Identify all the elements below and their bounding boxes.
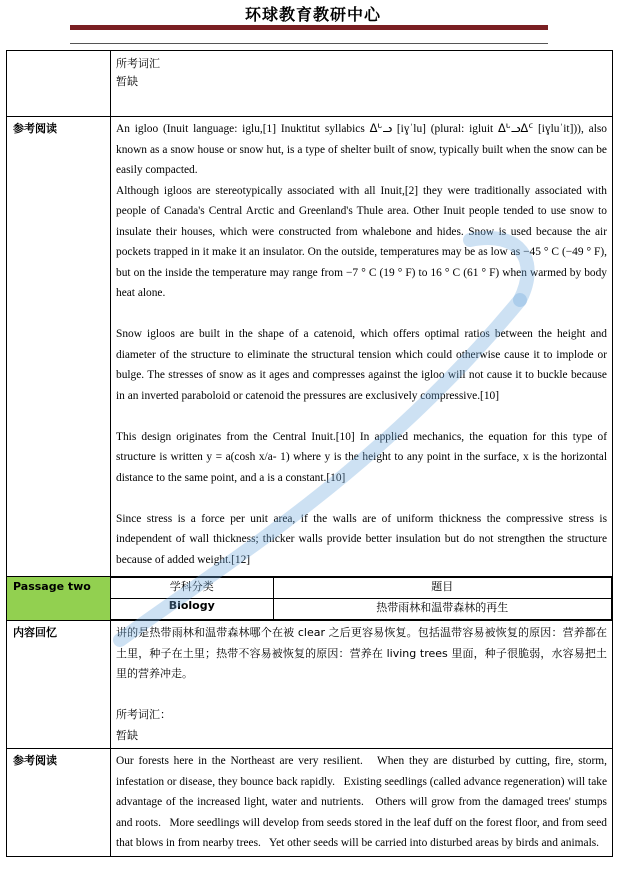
recall-vocab-label: 所考词汇： <box>116 708 171 721</box>
header-title: 环球教育教研中心 <box>244 5 381 24</box>
reading2-label: 参考阅读 <box>7 749 111 857</box>
recall-text: 讲的是热带雨林和温带森林哪个在被 clear 之后更容易恢复。包括温带容易被恢复的原因：营养都在土里，种子在土里；热带不容易被恢复的原因：营养在 living trees 里面，种子很脆弱，水容易把土里的营养冲走。 <box>116 626 607 680</box>
recall-label: 内容回忆 <box>7 621 111 749</box>
passage-meta-table <box>111 577 612 620</box>
content-table <box>6 50 613 857</box>
topic-header: 题目 <box>273 578 612 599</box>
reading-paragraph: An igloo (Inuit language: iglu,[1] Inuktitut syllabics ᐃᒡᓗ [iɣˈlu] (plural: igluit ᐃᒡᓗᐃᑦ [iɣluˈit])), also known as a snow house or snow hut, is a type of shelter built of snow, typically built when the snow can be easily compacted. <box>116 123 607 176</box>
header-rule-thick <box>70 25 548 30</box>
passage-two-meta <box>111 577 613 621</box>
reading2-text: Our forests here in the Northeast are very resilient. When they are disturbed by cutting, fire, storm, infestation or disease, they bounce back rapidly. Existing seedlings (called advance regeneration) will take advantage of the increased light, water and nutrients. Others will grow from the damaged trees' stumps and roots. More seedlings will develop from seeds stored in the leaf duff on the forest floor, and from seed that blows in from nearby trees. Yet other seeds will be carried into disturbed areas by birds and animals. <box>116 755 610 849</box>
reading-paragraph: This design originates from the Central Inuit.[10] In applied mechanics, the equation for this type of structure is written y = a(cosh x/a- 1) where y is the height to any point in the surface, x is the horizontal distance to the same point, and a is a constant.[10] <box>116 430 607 484</box>
subject-value: Biology <box>111 599 273 620</box>
row-vocab <box>7 51 613 117</box>
topic-value: 热带雨林和温带森林的再生 <box>273 599 612 620</box>
subject-header: 学科分类 <box>111 578 273 599</box>
vocab-cell <box>111 51 613 117</box>
row-passage-two <box>7 577 613 621</box>
recall-vocab-value: 暂缺 <box>116 728 138 742</box>
header-rule-thin <box>70 43 548 44</box>
reading-label: 参考阅读 <box>7 117 111 577</box>
passage-two-label: Passage two <box>7 577 111 621</box>
reading-paragraph: Snow igloos are built in the shape of a catenoid, which offers optimal ratios between the height and diameter of the structure to eliminate the structural tension which could otherwise cause it to implode or bulge. The stresses of snow as it ages and compresses against the igloo will not cause it to buckle because in an inverted paraboloid or catenoid the pressures are exclusively compressive.[10] <box>116 328 607 402</box>
reading2-cell <box>111 749 613 857</box>
row-reading-2 <box>7 749 613 857</box>
reading-cell <box>111 117 613 577</box>
page-header <box>0 0 626 44</box>
row-reading-1 <box>7 117 613 577</box>
row-recall <box>7 621 613 749</box>
vocab-value: 暂缺 <box>116 75 138 88</box>
reading-paragraph: Although igloos are stereotypically associated with all Inuit,[2] they were traditionally associated with people of Canada's Central Arctic and Greenland's Thule area. Other Inuit people tended to use snow to insulate their houses, which were constructed from whalebone and hides. Snow is used because the air pockets trapped in it make it an insulator. On the outside, temperatures may be as low as −45 ° C (−49 ° F), but on the inside the temperature may range from −7 ° C (19 ° F) to 16 ° C (61 ° F) when warmed by body heat alone. <box>116 184 607 299</box>
recall-cell <box>111 621 613 749</box>
row-vocab-label-cell <box>7 51 111 117</box>
reading-paragraph: Since stress is a force per unit area, if the walls are of uniform thickness the compressive stress is independent of wall thickness; thicker walls provide better insulation but do not strengthen the structure because of added weight.[12] <box>116 512 607 566</box>
vocab-label: 所考词汇 <box>116 57 160 70</box>
